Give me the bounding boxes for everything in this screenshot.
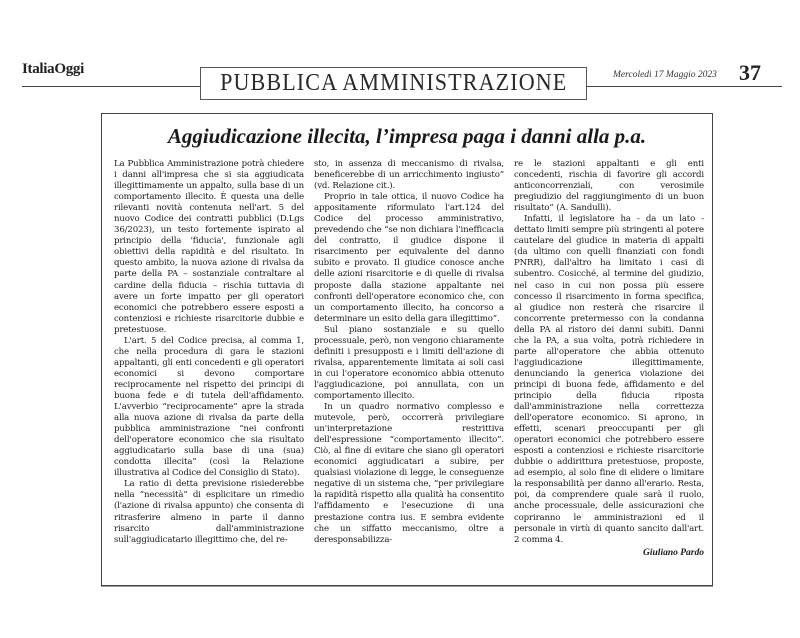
article — [101, 113, 713, 586]
paragraph: Proprio in tale ottica, il nuovo Codice ha appositamente riformulato l'art.124 del Codice del processo amministrativo, prevedendo che “se non dichiara l'inefficacia del contratto, il giudice dispone il risarcimento per equivalente del danno subito e provato. Il giudice conosce anche delle azioni risarcitorie e di quelle di rivalsa proposte dalla stazione appaltante nei confronti dell'operatore economico che, con un comportamento illecito, ha concorso a determinare un esito della gara illegittimo”. — [314, 192, 504, 324]
section-header — [200, 67, 587, 100]
paragraph: Infatti, il legislatore ha - da un lato - dettato limiti sempre più stringenti al potere cautelare del giudice in materia di appalti (da ultimo con quelli finanziati con fondi PNRR), dall'altro ha limitato i casi di subentro. Cosicché, al termine del giudizio, nel caso in cui non possa più essere concesso il risarcimento in forma specifica, al giudice non resterà che risarcire il concorrente pretermesso con la condanna della PA al ristoro dei danni subiti. Danni che la PA, a sua volta, potrà richiedere in parte all'operatore che abbia ottenuto l'aggiudicazione illegittimamente, denunciando la generica violazione dei principi di buona fede, affidamento e del principio della fiducia riposta dall'amministrazione nella correttezza dell'operatore economico. Si aprono, in effetti, scenari preoccupanti per gli operatori economici che potrebbero essere esposti a contenziosi e richieste risarcitorie dubbie o addirittura pretestuose, proposte, ad esempio, al solo fine di elidere o limitare la responsabilità per danno all'erario. Resta, poi, da comprendere quale sarà il ruolo, anche processuale, delle assicurazioni che copriranno le amministrazioni ed il personale in virtù di quanto sancito dall'art. 2 comma 4. — [514, 214, 704, 545]
newspaper-logo: ItaliaOggi — [22, 61, 85, 77]
paragraph: La Pubblica Amministrazione potrà chiedere i danni all'impresa che si sia aggiudicata illegittimamente un appalto, sulla base di un comportamento illecito. È questa una delle rilevanti novità contenuta nell'art. 5 del nuovo Codice dei contratti pubblici (D.Lgs 36/2023), un testo fortemente ispirato al principio della 'fiducia', funzionale agli obiettivi della rapidità e del risultato. In questo ambito, la nuova azione di rivalsa da parte della PA – sostanziale contraltare al cardine della fiducia – rischia tuttavia di avere un forte impatto per gli operatori economici che potrebbero essere esposti a contenziosi e richieste risarcitorie dubbie e pretestuose. — [114, 159, 304, 335]
section-title: PUBBLICA AMMINISTRAZIONE — [219, 70, 568, 96]
author-byline: Giuliano Pardo — [643, 547, 704, 558]
paragraph: La ratio di detta previsione risiederebbe nella “necessità” di esplicitare un rimedio (l'azione di rivalsa appunto) che consenta di ritrasferire almeno in parte il danno risarcito dall'amministrazione sull'aggiudicatario illegittimo che, del re- — [114, 479, 304, 545]
article-body — [114, 159, 704, 579]
article-column-3 — [514, 159, 704, 579]
page-number: 37 — [739, 60, 761, 85]
article-headline: Aggiudicazione illecita, l’impresa paga i danni alla p.a. — [167, 124, 647, 148]
article-column-1 — [114, 159, 304, 579]
paragraph: L'art. 5 del Codice precisa, al comma 1, che nella procedura di gara le stazioni appaltanti, gli enti concedenti e gli operatori economici si devono comportare reciprocamente nel rispetto dei principi di buona fede e di tutela dell'affidamento. L'avverbio “reciprocamente” apre la strada alla nuova azione di rivalsa da parte della pubblica amministrazione “nei confronti dell'operatore economico che sia risultato aggiudicatario sulla base di una (sua) condotta illecita” (così la Relazione illustrativa al Codice del Consiglio di Stato). — [114, 335, 304, 479]
paragraph: Sul piano sostanziale e su quello processuale, però, non vengono chiaramente definiti i presupposti e i limiti dell'azione di rivalsa, apparentemente limitata ai soli casi in cui l'operatore economico abbia ottenuto l'aggiudicazione, poi annullata, con un comportamento illecito. — [314, 324, 504, 401]
paragraph: In un quadro normativo complesso e mutevole, però, occorrerà privilegiare un'interpretazione restrittiva dell'espressione “comportamento illecito”. Ciò, al fine di evitare che siano gli operatori economici aggiudicatari a subire, per qualsiasi violazione di legge, le conseguenze negative di un sistema che, “per privilegiare la rapidità rispetto alla qualità ha consentito l'affidamento e l'esecuzione di una prestazione contra ius. E sembra evidente che un siffatto meccanismo, oltre a deresponsabilizza- — [314, 402, 504, 545]
paragraph: re le stazioni appaltanti e gli enti concedenti, rischia di favorire gli accordi anticoncorrenziali, con verosimile pregiudizio del raggiungimento di un buon risultato” (A. Sandulli). — [514, 159, 704, 214]
article-column-2 — [314, 159, 504, 579]
paragraph: sto, in assenza di meccanismo di rivalsa, beneficerebbe di un arricchimento ingiusto” (vd. Relazione cit.). — [314, 159, 504, 192]
issue-date: Mercoledì 17 Maggio 2023 — [610, 70, 720, 80]
